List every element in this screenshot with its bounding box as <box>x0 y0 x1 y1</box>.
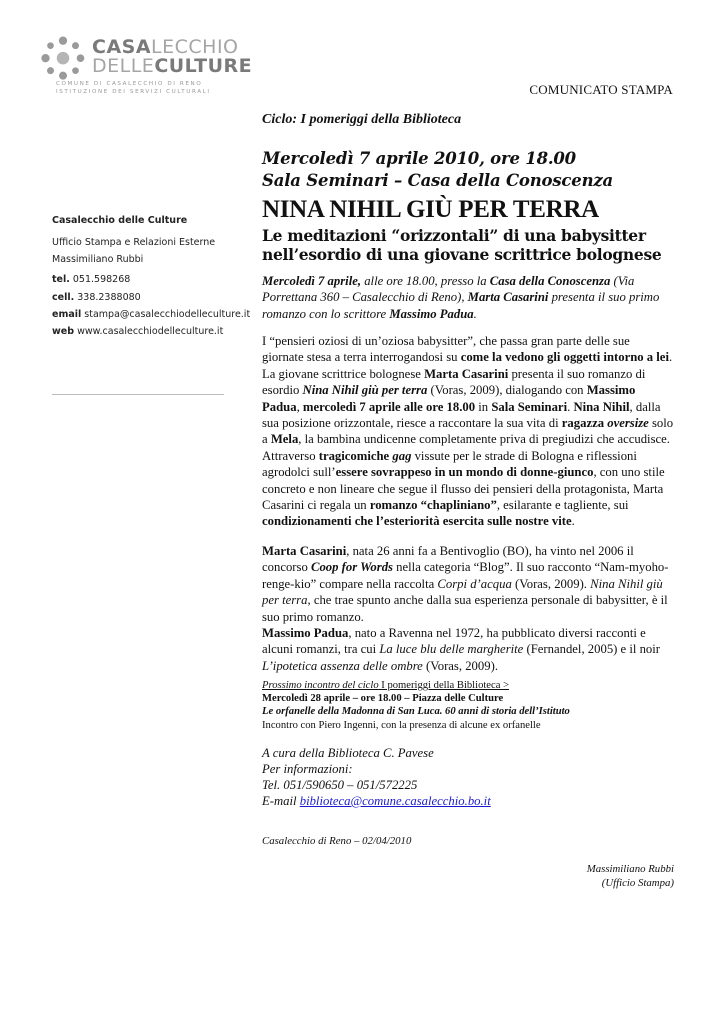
logo-subtitle-line1: COMUNE DI CASALECCHIO DI RENO <box>56 81 203 87</box>
text-run: , esilarante e tagliente, sui <box>496 498 629 513</box>
next-event-label[interactable] <box>262 679 674 692</box>
text-run: Massimo Padua <box>262 626 349 641</box>
book-title: NINA NIHIL GIÙ PER TERRA <box>262 196 599 223</box>
logo-word-2: LECCHIO <box>151 36 239 58</box>
text-run: (Voras, 2009). <box>422 658 498 673</box>
event-venue: Sala Seminari – Casa della Conoscenza <box>262 171 614 190</box>
text-run: , nato a Ravenna nel 1972, ha pubblicato diversi racconti e alcuni romanzi, tra cui <box>262 626 646 657</box>
subtitle-line1: Le meditazioni “orizzontali” di una babysitter <box>262 226 646 245</box>
intro-paragraph <box>262 273 674 322</box>
text-run: . La giovane scrittrice bolognese <box>262 350 673 381</box>
text-run: (Voras, 2009). <box>511 576 591 591</box>
info-label: Per informazioni: <box>262 762 353 776</box>
text-run: vissute per le strade di Bologna e riflessioni agrodolci sull’ <box>262 448 637 480</box>
text-run: Mela <box>270 432 299 447</box>
sidebar-tel <box>52 274 130 285</box>
next-event-label-rest: I pomeriggi della Biblioteca > <box>378 680 510 691</box>
text-run: Coop for Words <box>310 560 393 575</box>
text-run: come la vedono gli oggetti intorno a lei <box>460 350 669 365</box>
sidebar-email <box>52 309 250 320</box>
logo-word-1: CASA <box>92 36 152 58</box>
text-run: Massimo Padua <box>389 306 474 321</box>
text-run: , che trae spunto anche dalla sua esperienza personale di babysitter, è il suo primo romanzo. <box>262 593 668 624</box>
info-block <box>262 745 674 809</box>
email-label: email <box>52 309 82 320</box>
info-email <box>262 793 674 809</box>
text-run: Corpi d’acqua <box>437 576 512 591</box>
text-run: Marta Casarini <box>467 290 549 305</box>
next-event-desc: Incontro con Piero Ingenni, con la presenza di alcune ex orfanelle <box>262 719 541 731</box>
info-curator: A cura della Biblioteca C. Pavese <box>262 746 434 760</box>
text-run: Marta Casarini <box>424 366 509 381</box>
next-event-date: Mercoledì 28 aprile – ore 18.00 – Piazza delle Culture <box>262 693 504 705</box>
text-run: solo a <box>262 416 674 447</box>
web-label: web <box>52 326 75 337</box>
text-run: romanzo “chapliniano” <box>369 498 497 513</box>
bio-paragraph <box>262 543 674 674</box>
text-run: Nina Nihil giù per terra <box>262 576 663 608</box>
text-run: Mercoledì 7 aprile, <box>262 274 362 288</box>
text-run: , con uno stile concreto e non lineare che segue il flusso dei pensieri della protagonista, Marta Casarini ci regala un <box>262 465 665 513</box>
next-event-label-italic: Prossimo incontro del ciclo <box>262 680 379 691</box>
text-run: Nina Nihil <box>573 399 630 414</box>
text-run: I “pensieri oziosi di un’oziosa babysitter”, che passa gran parte delle sue giornate stesa a terra interrogandosi su <box>262 334 630 365</box>
text-run: tragicomiche <box>318 448 393 463</box>
signature-role: (Ufficio Stampa) <box>601 877 674 889</box>
sidebar-cell <box>52 292 141 303</box>
logo-subtitle <box>56 80 211 96</box>
signature <box>262 862 674 890</box>
text-run: gag <box>392 448 412 463</box>
text-run: , <box>296 399 303 414</box>
info-email-link[interactable]: biblioteca@comune.casalecchio.bo.it <box>299 794 491 808</box>
text-run: Sala Seminari <box>491 399 568 414</box>
next-event <box>262 679 674 732</box>
web-value[interactable]: www.casalecchiodelleculture.it <box>77 326 224 337</box>
sidebar-person: Massimiliano Rubbi <box>52 254 144 265</box>
text-run: (Fernandel, 2005) e il noir <box>523 642 661 657</box>
text-run: presenta il suo romanzo di esordio <box>262 366 646 398</box>
tel-value: 051.598268 <box>72 274 131 285</box>
text-run: . <box>567 399 574 414</box>
text-run: L’ipotetica assenza delle ombre <box>262 658 423 673</box>
logo-subtitle-line2: ISTITUZIONE DEI SERVIZI CULTURALI <box>56 89 211 95</box>
text-run: , nata 26 anni fa a Bentivoglio (BO), ha vinto nel 2006 il concorso <box>262 544 634 575</box>
text-run: nella categoria “Blog”. Il suo racconto “Nam-myoho-renge-kio” compare nella raccolta <box>262 560 669 591</box>
text-run: . <box>473 306 477 321</box>
text-run: essere sovrappeso in un mondo di donne-giunco <box>335 465 594 480</box>
event-date: Mercoledì 7 aprile 2010, ore 18.00 <box>262 149 576 168</box>
cycle-title: Ciclo: I pomeriggi della Biblioteca <box>262 112 462 127</box>
document-type-label: COMUNICATO STAMPA <box>529 82 673 97</box>
logo-word-3: DELLE <box>92 55 155 77</box>
text-run: Casa della Conoscenza <box>489 274 611 288</box>
sidebar-org: Casalecchio delle Culture <box>52 215 188 226</box>
text-run: ragazza <box>561 416 608 431</box>
tel-label: tel. <box>52 274 70 285</box>
text-run: (Voras, 2009), dialogando con <box>427 383 587 398</box>
text-run: La luce blu delle margherite <box>379 642 524 657</box>
cell-value: 338.2388080 <box>77 292 141 303</box>
text-run: alle ore 18.00, presso la <box>361 274 490 288</box>
cell-label: cell. <box>52 292 75 303</box>
text-run: mercoledì 7 aprile alle ore 18.00 <box>302 399 476 414</box>
text-run: condizionamenti che l’esteriorità esercita sulle nostre vite <box>262 514 572 529</box>
subtitle <box>262 226 674 264</box>
text-run: oversize <box>607 416 649 431</box>
text-run: Marta Casarini <box>262 544 347 558</box>
sidebar-divider <box>52 394 224 395</box>
main-paragraph <box>262 333 674 530</box>
text-run: . <box>571 514 575 529</box>
subtitle-line2: nell’esordio di una giovane scrittrice bolognese <box>262 245 662 264</box>
place-date: Casalecchio di Reno – 02/04/2010 <box>262 835 412 847</box>
text-run: Massimo Padua <box>262 383 636 414</box>
email-value[interactable]: stampa@casalecchiodelleculture.it <box>84 309 251 320</box>
signature-name: Massimiliano Rubbi <box>586 863 674 875</box>
text-run: (Via Porrettana 360 – Casalecchio di Reno), <box>262 274 635 305</box>
logo-word-4: CULTURE <box>154 55 253 77</box>
text-run: in <box>475 399 492 414</box>
casalecchio-logo-mark <box>38 34 88 84</box>
text-run: Nina Nihil giù per terra <box>302 383 428 398</box>
sidebar-office: Ufficio Stampa e Relazioni Esterne <box>52 237 216 248</box>
info-phone: Tel. 051/590650 – 051/572225 <box>262 778 418 792</box>
text-run: , dalla sua posizione orizzontale, riesce a raccontare la sua vita di <box>262 399 661 431</box>
next-event-title: Le orfanelle della Madonna di San Luca. 60 anni di storia dell’Istituto <box>262 706 570 718</box>
text-run: presenta il suo primo romanzo con lo scrittore <box>262 290 660 321</box>
sidebar-web <box>52 326 223 337</box>
event-datetime <box>262 148 674 192</box>
logo-wordmark <box>92 38 252 76</box>
text-run: , la bambina undicenne completamente priva di pregiudizi che accudisce. Attraverso <box>262 432 670 463</box>
info-email-label: E-mail <box>262 794 300 808</box>
